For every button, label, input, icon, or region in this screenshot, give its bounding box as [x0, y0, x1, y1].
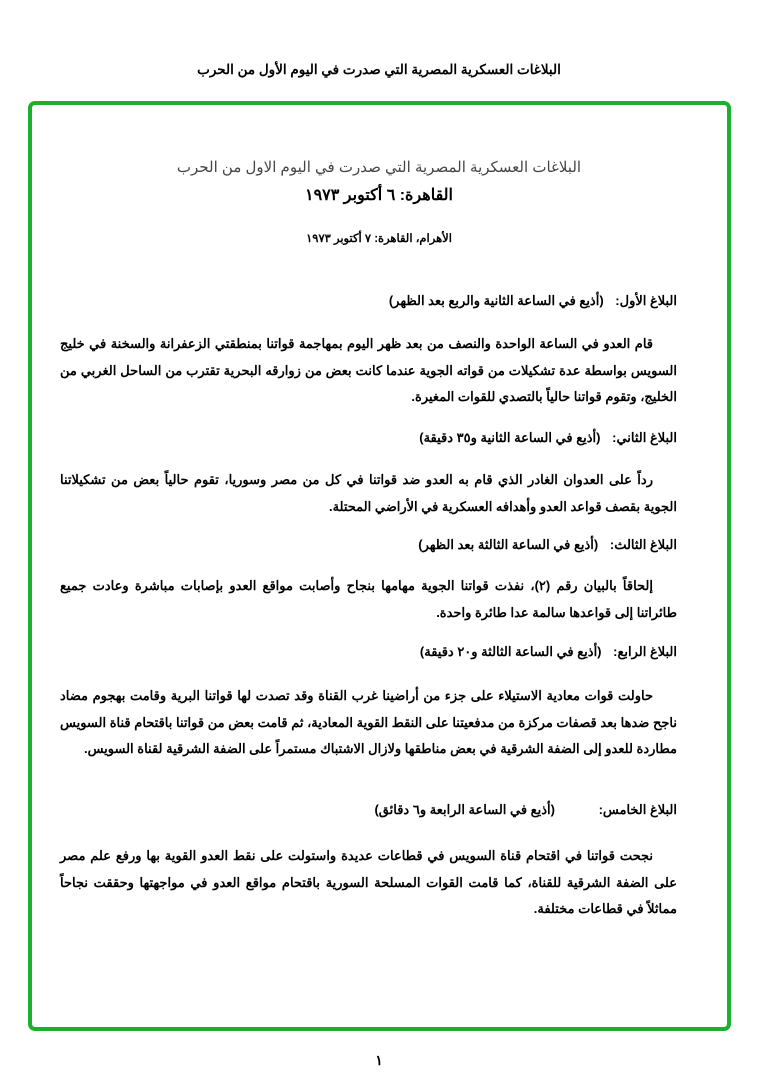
communique-4-text: حاولت قوات معادية الاستيلاء على جزء من أراضينا غرب القناة وقد تصدت لها قواتنا البرية وقامت بهجوم مضاد ناجح ضدها بعد قصفات مركزة من مدفعيتنا على النقط القوية المعادية، ثم قامت بعض من قواتنا باقتحام قناة السويس مطاردة للعدو إلى الضفة الشرقية في بعض مناطقها ولازال الاشتباك مستمراً على الضفة الشرقية لقناة السويس. — [60, 688, 677, 756]
communique-time: (أذيع في الساعة الثالثة و٢٠ دقيقة) — [419, 644, 602, 659]
communique-time: (أذيع في الساعة الثالثة بعد الظهر) — [418, 537, 599, 552]
communique-label: البلاغ الرابع: — [613, 644, 677, 659]
communique-1-text: قام العدو في الساعة الواحدة والنصف من بعد ظهر اليوم بمهاجمة قواتنا بمنطقتي الزعفرانة والسخنة في خليج السويس بواسطة عدة تشكيلات من قواته الجوية عندما كانت بعض من زوارقه البحرية تقترب من الساحل الغربي من الخليج، وتقوم قواتنا حالياً بالتصدي للقوات المغيرة. — [60, 336, 677, 404]
communique-time: (أذيع في الساعة الرابعة و٦ دقائق) — [374, 802, 555, 817]
communique-label: البلاغ الثاني: — [612, 430, 677, 445]
communique-2-text: رداً على العدوان الغادر الذي قام به العدو ضد قواتنا في كل من مصر وسوريا، تقوم حالياً بعض من تشكيلاتنا الجوية بقصف قواعد العدو وأهدافه العسكرية في الأراضي المحتلة. — [60, 472, 677, 514]
communique-5-heading — [60, 802, 677, 818]
communique-1-heading — [60, 293, 677, 309]
running-header: البلاغات العسكرية المصرية التي صدرت في اليوم الأول من الحرب — [197, 62, 561, 77]
communique-time: (أذيع في الساعة الثانية والربع بعد الظهر) — [388, 293, 604, 308]
communique-2-heading — [60, 430, 677, 446]
document-dateline: القاهرة: ٦ أكتوبر ١٩٧٣ — [304, 187, 453, 204]
communique-3-text: إلحاقاً بالبيان رقم (٢)، نفذت قواتنا الجوية مهامها بنجاح وأصابت مواقع العدو بإصابات مباشرة وعادت جميع طائراتنا إلى قواعدها سالمة عدا طائرة واحدة. — [60, 578, 677, 620]
communique-4-heading — [60, 644, 677, 660]
communique-5-text: نجحت قواتنا في اقتحام قناة السويس في قطاعات عديدة واستولت على نقط العدو القوية بها ورفع علم مصر على الضفة الشرقية للقناة، كما قامت القوات المسلحة السورية باقتحام مواقع العدو في مواجهتها وحققت نجاحاً مماثلاً في قطاعات مختلفة. — [60, 848, 677, 916]
document-source: الأهرام، القاهرة: ٧ أكتوبر ١٩٧٣ — [306, 233, 452, 245]
communique-label: البلاغ الأول: — [615, 293, 677, 308]
communique-label: البلاغ الثالث: — [609, 537, 677, 552]
document-title: البلاغات العسكرية المصرية التي صدرت في اليوم الاول من الحرب — [176, 159, 582, 176]
communique-3-heading — [60, 537, 677, 553]
communique-time: (أذيع في الساعة الثانية و٣٥ دقيقة) — [419, 430, 601, 445]
page-number: ١ — [375, 1052, 383, 1068]
communique-label: البلاغ الخامس: — [598, 802, 677, 817]
